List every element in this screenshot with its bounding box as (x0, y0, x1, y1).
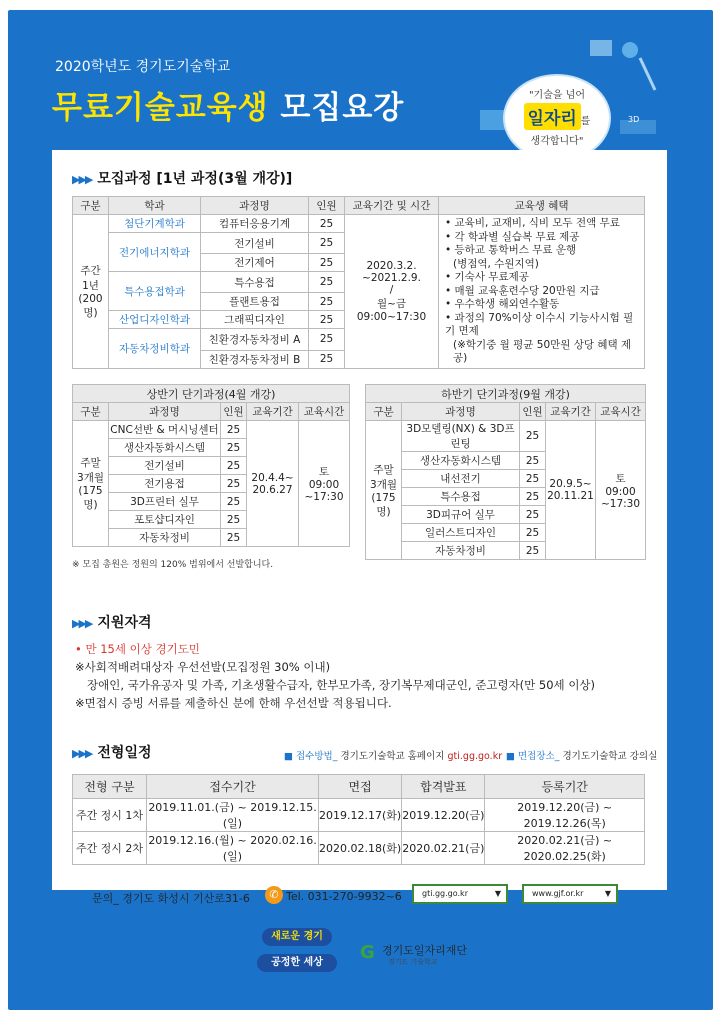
enrollment-count: 25 (520, 488, 546, 506)
column-header: 면접 (319, 775, 402, 799)
second-half-title: 하반기 단기과정(9월 개강) (366, 385, 646, 403)
interview-place: ■ 면접장소_ 경기도기술학교 강의실 (506, 751, 658, 762)
benefit-item: (※학기중 월 평균 50만원 상당 혜택 제공) (453, 338, 632, 364)
title-rest: 모집요강 (280, 90, 405, 126)
enrollment-count: 25 (520, 452, 546, 470)
course-name: 플랜트용접 (201, 293, 309, 311)
benefit-item: • 우수학생 해외연수활동 (445, 298, 560, 310)
recruit-note: ※ 모집 총원은 정원의 120% 범위에서 선발합니다. (72, 560, 274, 570)
column-header: 학과 (109, 197, 201, 215)
schedule-cell: 2019.12.20(금) (402, 799, 485, 832)
schedule-cell: 2019.12.20(금) ~ 2019.12.26(목) (485, 799, 645, 832)
site-select-gjf[interactable]: www.gjf.or.kr ▼ (522, 884, 618, 904)
slogan-line3: 생각합니다" (530, 136, 584, 147)
section-title-eligibility: ▶▶▶ 지원자격 (72, 615, 152, 631)
eligibility-text (75, 640, 595, 712)
course-name: 친환경자동차정비 B (201, 350, 309, 368)
gyeonggi-slogan-logo: 새로운 경기 공정한 세상 (255, 928, 339, 978)
column-header: 교육기간 및 시간 (345, 197, 439, 215)
benefit-list (439, 215, 645, 369)
column-header: 교육시간 (596, 403, 646, 421)
enrollment-count: 25 (309, 215, 345, 233)
enrollment-count: 25 (520, 470, 546, 488)
enrollment-count: 25 (309, 272, 345, 293)
schedule-cell: 2020.02.21(금) (402, 832, 485, 865)
enrollment-count: 25 (221, 529, 247, 547)
enrollment-count: 25 (309, 329, 345, 350)
eligibility-line2: ※사회적배려대상자 우선선발(모집정원 30% 이내) (75, 660, 331, 674)
benefit-item: • 각 학과별 실습복 무료 제공 (445, 230, 580, 243)
title-highlight: 무료기술교육생 (52, 90, 269, 126)
column-header: 구분 (73, 197, 109, 215)
enrollment-count: 25 (221, 457, 247, 475)
course-name: 3D모델링(NX) & 3D프린팅 (402, 421, 520, 452)
svg-text:3D: 3D (628, 115, 640, 124)
enrollment-count: 25 (309, 311, 345, 329)
apply-url[interactable]: gti.gg.go.kr (447, 751, 503, 762)
enrollment-count: 25 (309, 293, 345, 311)
slogan-line1: "기술을 넘어 (528, 90, 586, 101)
course-name: 그래픽디자인 (201, 311, 309, 329)
chevron-down-icon: ▼ (604, 889, 611, 898)
chevron-down-icon: ▼ (494, 889, 501, 898)
gjf-logo-mark-icon: G (360, 942, 375, 963)
triple-arrow-icon: ▶▶▶ (72, 617, 92, 630)
schedule-table (72, 774, 645, 865)
course-name: 생산자동화시스템 (402, 452, 520, 470)
table-row (73, 215, 645, 233)
apply-method: ■ 접수방법_ 경기도기술학교 홈페이지 gti.gg.go.kr (284, 751, 503, 762)
column-header: 교육시간 (299, 403, 350, 421)
enrollment-count: 25 (309, 233, 345, 254)
phone-icon: ✆ (265, 886, 283, 904)
column-header: 인원 (309, 197, 345, 215)
table-row (366, 421, 646, 452)
course-name: 3D피규어 실무 (402, 506, 520, 524)
benefit-item: • 매월 교육훈련수당 20만원 지급 (445, 284, 600, 297)
department-name: 특수용접학과 (109, 272, 201, 311)
benefit-item: • 과정의 70%이상 이수시 기능사시험 필기 면제 (445, 311, 634, 337)
contact-address: 문의_ 경기도 화성시 기산로31-6 (92, 892, 250, 905)
course-name: 친환경자동차정비 A (201, 329, 309, 350)
slogan-suffix: 를 (580, 116, 591, 127)
enrollment-count: 25 (221, 475, 247, 493)
enrollment-count: 25 (309, 350, 345, 368)
column-header: 구분 (366, 403, 402, 421)
schedule-cell: 주간 정시 2차 (73, 832, 147, 865)
page-title (52, 82, 404, 127)
schedule-cell: 2019.11.01.(금) ~ 2019.12.15.(일) (147, 799, 319, 832)
triple-arrow-icon: ▶▶▶ (72, 173, 92, 186)
course-name: 전기설비 (201, 233, 309, 254)
slogan-keyword: 일자리 (524, 103, 581, 130)
column-header: 과정명 (109, 403, 221, 421)
enrollment-count: 25 (221, 511, 247, 529)
course-name: 특수용접 (201, 272, 309, 293)
table-row (73, 832, 645, 865)
first-half-course-table (72, 384, 350, 547)
column-header: 합격발표 (402, 775, 485, 799)
enrollment-count: 25 (520, 421, 546, 452)
column-header: 인원 (221, 403, 247, 421)
gjf-logo: G 경기도일자리재단 경기도 기술학교 (360, 942, 468, 966)
triple-arrow-icon: ▶▶▶ (72, 747, 92, 760)
course-name: 자동차정비 (402, 542, 520, 560)
course-category: 주말 3개월 (175명) (366, 421, 402, 560)
column-header: 인원 (520, 403, 546, 421)
column-header: 접수기간 (147, 775, 319, 799)
eligibility-line1: • 만 15세 이상 경기도민 (75, 642, 200, 656)
enrollment-count: 25 (221, 493, 247, 511)
enrollment-count: 25 (520, 524, 546, 542)
enrollment-count: 25 (520, 542, 546, 560)
benefit-item: • 교육비, 교재비, 식비 모두 전액 무료 (445, 217, 620, 229)
enrollment-count: 25 (221, 421, 247, 439)
contact-phone: Tel. 031-270-9932~6 (286, 890, 402, 903)
course-name: 자동차정비 (109, 529, 221, 547)
school-year-subtitle: 2020학년도 경기도기술학교 (55, 59, 231, 75)
course-name: 전기제어 (201, 254, 309, 272)
slogan-badge (505, 76, 609, 160)
column-header: 전형 구분 (73, 775, 147, 799)
site-select-gti[interactable]: gti.gg.go.kr ▼ (412, 884, 508, 904)
schedule-cell: 2019.12.16.(월) ~ 2020.02.16.(일) (147, 832, 319, 865)
education-time: 토 09:00 ~17:30 (596, 421, 646, 560)
benefit-item: • 등하교 통학버스 무료 운행 (445, 244, 577, 256)
department-name: 전기에너지학과 (109, 233, 201, 272)
benefit-item: • 기숙사 무료제공 (445, 271, 529, 283)
table-row (73, 421, 350, 439)
course-category: 주말 3개월 (175명) (73, 421, 109, 547)
course-name: 생산자동화시스템 (109, 439, 221, 457)
schedule-cell: 주간 정시 1차 (73, 799, 147, 832)
department-name: 첨단기계학과 (109, 215, 201, 233)
column-header: 과정명 (402, 403, 520, 421)
department-name: 산업디자인학과 (109, 311, 201, 329)
course-name: 전기용접 (109, 475, 221, 493)
column-header: 교육기간 (546, 403, 596, 421)
course-category: 주간 1년 (200명) (73, 215, 109, 369)
column-header: 구분 (73, 403, 109, 421)
education-time: 토 09:00 ~17:30 (299, 421, 350, 547)
course-name: 특수용접 (402, 488, 520, 506)
yearly-course-table (72, 196, 645, 369)
column-header: 과정명 (201, 197, 309, 215)
course-name: 포토샵디자인 (109, 511, 221, 529)
education-period: 2020.3.2. ~2021.2.9. / 월~금 09:00~17:30 (345, 215, 439, 369)
first-half-title: 상반기 단기과정(4월 개강) (73, 385, 350, 403)
table-row (73, 799, 645, 832)
education-period: 20.9.5~ 20.11.21 (546, 421, 596, 560)
education-period: 20.4.4~ 20.6.27 (247, 421, 299, 547)
second-half-course-table (365, 384, 646, 560)
course-name: CNC선반 & 머시닝센터 (109, 421, 221, 439)
course-name: 전기설비 (109, 457, 221, 475)
section-title-courses: ▶▶▶ 모집과정 [1년 과정(3월 개강)] (72, 171, 293, 187)
schedule-cell: 2019.12.17(화) (319, 799, 402, 832)
eligibility-line4: ※면접시 증빙 서류를 제출하신 분에 한해 우선선발 적용됩니다. (75, 696, 392, 710)
section-title-schedule: ▶▶▶ 전형일정 (72, 745, 152, 761)
enrollment-count: 25 (520, 506, 546, 524)
schedule-cell: 2020.02.21(금) ~ 2020.02.25(화) (485, 832, 645, 865)
column-header: 교육생 혜택 (439, 197, 645, 215)
enrollment-count: 25 (309, 254, 345, 272)
column-header: 등록기간 (485, 775, 645, 799)
course-name: 3D프린터 실무 (109, 493, 221, 511)
course-name: 일러스트디자인 (402, 524, 520, 542)
column-header: 교육기간 (247, 403, 299, 421)
enrollment-count: 25 (221, 439, 247, 457)
course-name: 컴퓨터응용기계 (201, 215, 309, 233)
department-name: 자동차정비학과 (109, 329, 201, 368)
course-name: 내선전기 (402, 470, 520, 488)
benefit-item: (병점역, 수원지역) (453, 257, 539, 270)
eligibility-line3: 장애인, 국가유공자 및 가족, 기초생활수급자, 한부모가족, 장기복무제대군인, 준고령자(만 50세 이상) (87, 678, 596, 692)
schedule-cell: 2020.02.18(화) (319, 832, 402, 865)
